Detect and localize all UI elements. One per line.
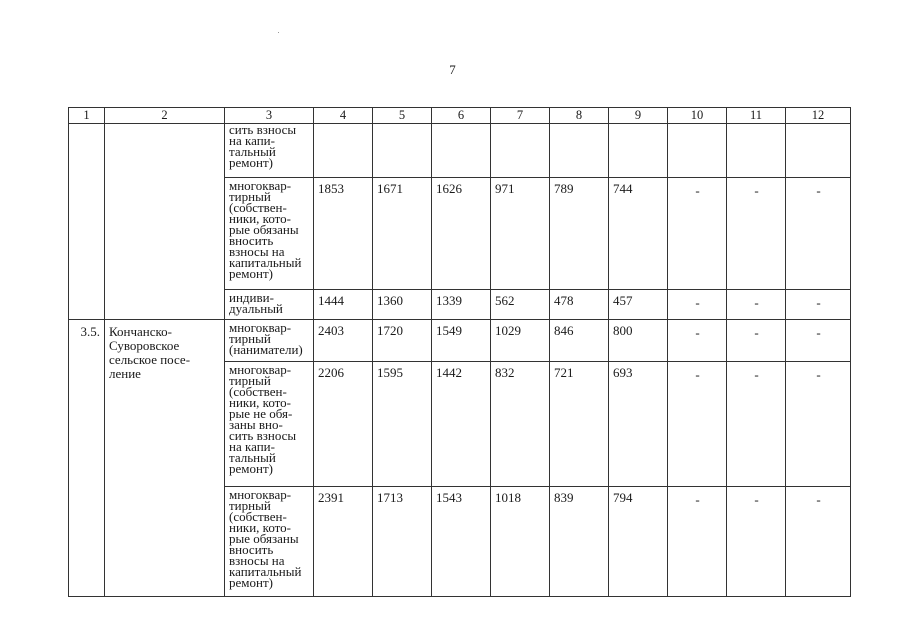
table-row	[69, 124, 851, 178]
housing-type-line: вносить	[229, 542, 274, 557]
settlement-cell	[105, 124, 225, 320]
housing-type-line: капитальный	[229, 564, 302, 579]
housing-type-cell	[225, 487, 314, 597]
settlement-name-line: ление	[109, 366, 141, 381]
value-cell-col-5: 1713	[373, 487, 432, 597]
housing-type-line: на капи-	[229, 439, 275, 454]
value-cell-col-8: 478	[550, 290, 609, 320]
housing-type-line: вносить	[229, 233, 274, 248]
housing-type-line: рые не обя-	[229, 406, 293, 421]
value-cell-col-9	[609, 124, 668, 178]
housing-type-line: многоквар-	[229, 178, 292, 193]
housing-type-line: тальный	[229, 450, 276, 465]
value-cell-col-8: 839	[550, 487, 609, 597]
value-cell-col-7: 1018	[491, 487, 550, 597]
housing-type-cell	[225, 362, 314, 487]
row-number-cell	[69, 124, 105, 320]
column-header-2: 2	[105, 108, 225, 124]
column-header-4: 4	[314, 108, 373, 124]
value-cell-col-6: 1339	[432, 290, 491, 320]
housing-type-cell	[225, 124, 314, 178]
housing-type-cell	[225, 320, 314, 362]
tariff-table	[68, 107, 851, 597]
value-cell-col-11	[727, 124, 786, 178]
value-cell-col-12: -	[786, 178, 851, 290]
housing-type-line: (собствен-	[229, 200, 287, 215]
value-cell-col-4: 2206	[314, 362, 373, 487]
value-cell-col-12: -	[786, 320, 851, 362]
value-cell-col-4: 1853	[314, 178, 373, 290]
value-cell-col-5: 1595	[373, 362, 432, 487]
value-cell-col-9: 457	[609, 290, 668, 320]
value-cell-col-9: 794	[609, 487, 668, 597]
housing-type-line: многоквар-	[229, 320, 292, 335]
value-cell-col-6: 1543	[432, 487, 491, 597]
value-cell-col-5: 1671	[373, 178, 432, 290]
housing-type-cell	[225, 290, 314, 320]
housing-type-line: тирный	[229, 498, 271, 513]
settlement-name-line: сельское посе-	[109, 352, 191, 367]
housing-type-line: сить взносы	[229, 123, 297, 137]
housing-type-line: ремонт)	[229, 461, 273, 476]
value-cell-col-10: -	[668, 320, 727, 362]
housing-type-line: тальный	[229, 144, 276, 159]
value-cell-col-9: 693	[609, 362, 668, 487]
value-cell-col-12	[786, 124, 851, 178]
value-cell-col-11: -	[727, 362, 786, 487]
value-cell-col-5: 1720	[373, 320, 432, 362]
housing-type-line: ремонт)	[229, 575, 273, 590]
column-header-9: 9	[609, 108, 668, 124]
housing-type-line: (собствен-	[229, 384, 287, 399]
value-cell-col-10: -	[668, 487, 727, 597]
value-cell-col-9: 800	[609, 320, 668, 362]
housing-type-line: ники, кото-	[229, 395, 292, 410]
column-header-11: 11	[727, 108, 786, 124]
value-cell-col-4: 2403	[314, 320, 373, 362]
value-cell-col-6: 1442	[432, 362, 491, 487]
value-cell-col-8: 846	[550, 320, 609, 362]
settlement-name	[105, 320, 225, 597]
housing-type-line: тирный	[229, 189, 271, 204]
value-cell-col-6	[432, 124, 491, 178]
value-cell-col-10: -	[668, 290, 727, 320]
housing-type-line: взносы на	[229, 244, 285, 259]
header-row	[69, 108, 851, 124]
column-header-6: 6	[432, 108, 491, 124]
column-header-8: 8	[550, 108, 609, 124]
column-header-3: 3	[225, 108, 314, 124]
value-cell-col-4: 1444	[314, 290, 373, 320]
housing-type-cell	[225, 178, 314, 290]
value-cell-col-4	[314, 124, 373, 178]
column-header-12: 12	[786, 108, 851, 124]
value-cell-col-7: 1029	[491, 320, 550, 362]
value-cell-col-8	[550, 124, 609, 178]
value-cell-col-7: 832	[491, 362, 550, 487]
housing-type-line: сить взносы	[229, 428, 297, 443]
column-header-7: 7	[491, 108, 550, 124]
housing-type-line: ремонт)	[229, 266, 273, 281]
value-cell-col-9: 744	[609, 178, 668, 290]
housing-type-line: индиви-	[229, 290, 274, 305]
scan-speck	[278, 32, 279, 33]
value-cell-col-7: 562	[491, 290, 550, 320]
table-row	[69, 320, 851, 362]
value-cell-col-8: 789	[550, 178, 609, 290]
value-cell-col-5	[373, 124, 432, 178]
housing-type-line: (собствен-	[229, 509, 287, 524]
housing-type-line: ремонт)	[229, 155, 273, 170]
housing-type-line: заны вно-	[229, 417, 283, 432]
settlement-name-line: Суворовское	[109, 338, 180, 353]
value-cell-col-11: -	[727, 320, 786, 362]
section-number: 3.5.	[69, 320, 105, 597]
value-cell-col-8: 721	[550, 362, 609, 487]
page-number: 7	[449, 62, 456, 77]
settlement-name-line: Кончанско-	[109, 324, 173, 339]
column-header-1: 1	[69, 108, 105, 124]
value-cell-col-10: -	[668, 178, 727, 290]
value-cell-col-11: -	[727, 487, 786, 597]
housing-type-line: многоквар-	[229, 487, 292, 502]
value-cell-col-6: 1549	[432, 320, 491, 362]
housing-type-line: (наниматели)	[229, 342, 303, 357]
value-cell-col-6: 1626	[432, 178, 491, 290]
value-cell-col-12: -	[786, 487, 851, 597]
housing-type-line: на капи-	[229, 133, 275, 148]
value-cell-col-11: -	[727, 178, 786, 290]
value-cell-col-7	[491, 124, 550, 178]
housing-type-line: тирный	[229, 373, 271, 388]
value-cell-col-12: -	[786, 362, 851, 487]
value-cell-col-5: 1360	[373, 290, 432, 320]
value-cell-col-4: 2391	[314, 487, 373, 597]
housing-type-line: тирный	[229, 331, 271, 346]
value-cell-col-10	[668, 124, 727, 178]
column-header-10: 10	[668, 108, 727, 124]
housing-type-line: рые обязаны	[229, 531, 299, 546]
column-header-5: 5	[373, 108, 432, 124]
value-cell-col-12: -	[786, 290, 851, 320]
value-cell-col-10: -	[668, 362, 727, 487]
housing-type-line: капитальный	[229, 255, 302, 270]
value-cell-col-7: 971	[491, 178, 550, 290]
housing-type-line: ники, кото-	[229, 211, 292, 226]
housing-type-line: многоквар-	[229, 362, 292, 377]
housing-type-line: ники, кото-	[229, 520, 292, 535]
housing-type-line: рые обязаны	[229, 222, 299, 237]
value-cell-col-11: -	[727, 290, 786, 320]
housing-type-line: взносы на	[229, 553, 285, 568]
housing-type-line: дуальный	[229, 301, 283, 316]
